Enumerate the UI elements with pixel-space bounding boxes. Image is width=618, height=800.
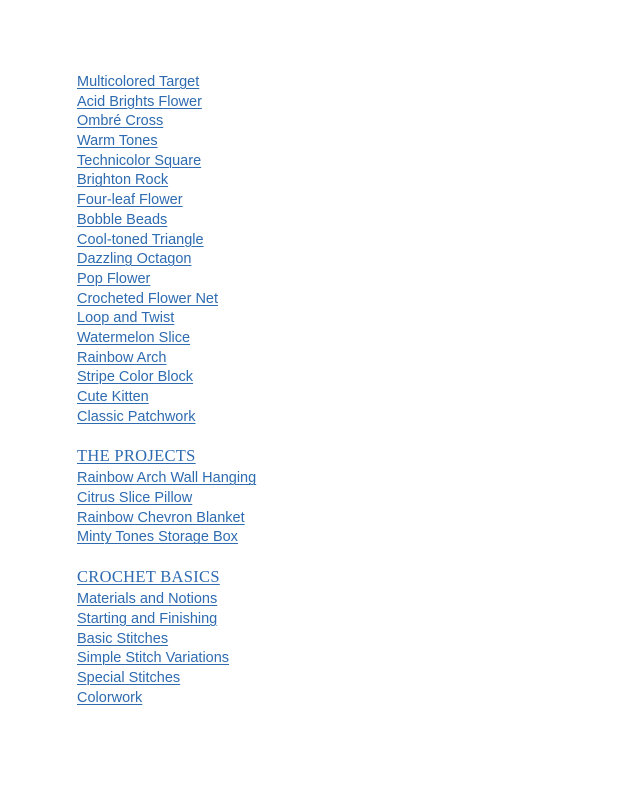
list-item <box>77 308 577 328</box>
toc-link-simple-stitch-variations[interactable]: Simple Stitch Variations <box>77 650 230 667</box>
list-item <box>77 348 577 368</box>
toc-link-watermelon-slice[interactable]: Watermelon Slice <box>77 329 191 346</box>
toc-link-brighton-rock[interactable]: Brighton Rock <box>77 172 169 189</box>
list-item <box>77 589 577 609</box>
list-item <box>77 407 577 427</box>
toc-link-starting-and-finishing[interactable]: Starting and Finishing <box>77 610 218 627</box>
list-item <box>77 210 577 230</box>
list-item <box>77 527 577 547</box>
list-item <box>77 72 577 92</box>
list-item <box>77 328 577 348</box>
basics-list <box>77 589 577 707</box>
list-item <box>77 468 577 488</box>
projects-list <box>77 468 577 547</box>
motifs-list <box>77 72 577 426</box>
toc-link-cool-toned-triangle[interactable]: Cool-toned Triangle <box>77 231 204 248</box>
toc-link-cute-kitten[interactable]: Cute Kitten <box>77 389 149 405</box>
toc-link-rainbow-arch-wall-hanging[interactable]: Rainbow Arch Wall Hanging <box>77 470 257 487</box>
list-item <box>77 668 577 688</box>
list-item <box>77 230 577 250</box>
toc-link-colorwork[interactable]: Colorwork <box>77 689 143 706</box>
list-item <box>77 249 577 269</box>
section-heading-crochet-basics[interactable]: CROCHET BASICS <box>77 567 220 587</box>
toc-link-ombre-cross[interactable]: Ombré Cross <box>77 113 164 130</box>
toc-link-materials-and-notions[interactable]: Materials and Notions <box>77 591 218 608</box>
toc-link-warm-tones[interactable]: Warm Tones <box>77 133 158 150</box>
list-item <box>77 488 577 508</box>
toc-link-pop-flower[interactable]: Pop Flower <box>77 270 151 287</box>
list-item <box>77 151 577 171</box>
toc-link-crocheted-flower-net[interactable]: Crocheted Flower Net <box>77 290 219 307</box>
toc-link-citrus-slice-pillow[interactable]: Citrus Slice Pillow <box>77 490 193 507</box>
list-item <box>77 289 577 309</box>
list-item <box>77 269 577 289</box>
toc-link-four-leaf-flower[interactable]: Four-leaf Flower <box>77 192 183 209</box>
toc-link-rainbow-arch[interactable]: Rainbow Arch <box>77 349 167 366</box>
toc-link-stripe-color-block[interactable]: Stripe Color Block <box>77 369 194 386</box>
list-item <box>77 508 577 528</box>
list-item <box>77 190 577 210</box>
toc-link-multicolored-target[interactable]: Multicolored Target <box>77 74 200 90</box>
toc-link-loop-and-twist[interactable]: Loop and Twist <box>77 310 175 327</box>
list-item <box>77 111 577 131</box>
toc-link-rainbow-chevron-blanket[interactable]: Rainbow Chevron Blanket <box>77 509 245 526</box>
toc-link-bobble-beads[interactable]: Bobble Beads <box>77 211 168 228</box>
toc-link-special-stitches[interactable]: Special Stitches <box>77 669 181 686</box>
list-item <box>77 131 577 151</box>
list-item <box>77 92 577 112</box>
toc-link-basic-stitches[interactable]: Basic Stitches <box>77 630 169 647</box>
toc-link-technicolor-square[interactable]: Technicolor Square <box>77 152 202 169</box>
section-heading-projects[interactable]: THE PROJECTS <box>77 446 196 466</box>
list-item <box>77 629 577 649</box>
table-of-contents <box>77 72 577 707</box>
toc-link-acid-brights-flower[interactable]: Acid Brights Flower <box>77 93 202 110</box>
toc-link-dazzling-octagon[interactable]: Dazzling Octagon <box>77 251 192 268</box>
list-item <box>77 170 577 190</box>
list-item <box>77 648 577 668</box>
list-item <box>77 387 577 407</box>
toc-link-minty-tones-storage-box[interactable]: Minty Tones Storage Box <box>77 529 238 546</box>
list-item <box>77 609 577 629</box>
toc-link-classic-patchwork[interactable]: Classic Patchwork <box>77 408 196 425</box>
list-item <box>77 688 577 708</box>
list-item <box>77 367 577 387</box>
